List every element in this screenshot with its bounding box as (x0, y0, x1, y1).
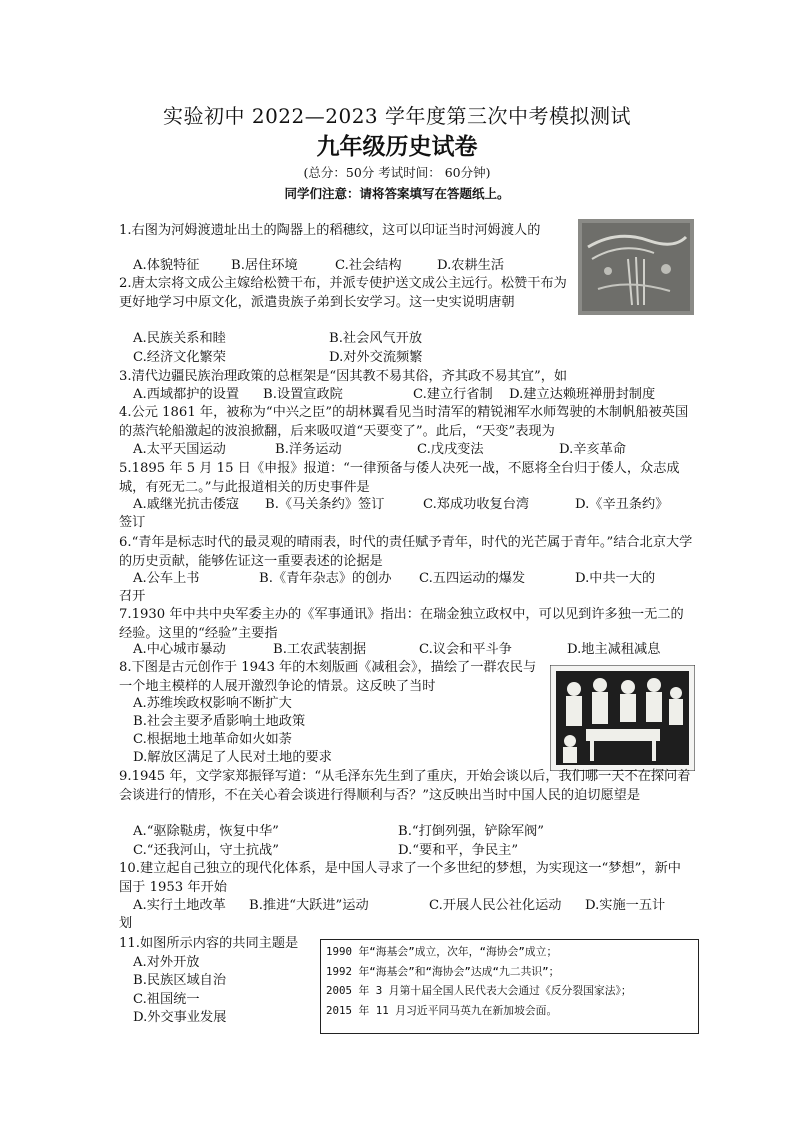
answer-option: D.外交事业发展 (133, 1010, 227, 1025)
question-stem: 2.唐太宗将文成公主嫁给松赞干布，并派专使护送文成公主远行。松赞干布为更好地学习中原文化，派遣贵族子弟到长安学习。这一史实说明唐朝 (119, 276, 567, 310)
q11-box-line: 1990 年“海基会”成立，次年，“海协会”成立； (326, 945, 558, 958)
question-stem: 4.公元 1861 年，被称为“中兴之臣”的胡林翼看见当时清军的精锐湘军水师驾驶的木制帆船被英国的蒸汽轮船激起的波浪掀翻，后来吸叹道“天要变了”。此后，“天变”表现为 (119, 405, 689, 439)
exam-subtitle: 九年级历史试卷 (316, 133, 478, 160)
answer-option: B.《马关条约》签订 (265, 497, 385, 512)
question-stem: 6.“青年是标志时代的最灵观的晴雨表，时代的责任赋予青年，时代的光芒属于青年。”结合北京大学的历史贡献，能够佐证这一重要表述的论据是 (119, 535, 693, 569)
answer-option: C.“还我河山，守土抗战” (133, 843, 279, 858)
answer-option: B.推进“大跃进”运动 (249, 898, 369, 913)
answer-option: B.“打倒列强，铲除军阀” (398, 824, 545, 839)
exam-meta: (总分：50分 考试时间： 60分钟) (303, 165, 491, 180)
answer-option: A.西域都护的设置 (133, 387, 240, 402)
answer-option: C.建立行省制 (413, 387, 493, 402)
answer-option: D.实施一五计 (585, 898, 666, 913)
answer-option: C.根据地土地革命如火如荼 (133, 732, 292, 747)
answer-option: B.《青年杂志》的创办 (259, 571, 392, 586)
answer-option: D.“要和平，争民主” (398, 843, 519, 858)
answer-option: A.对外开放 (133, 955, 200, 970)
answer-option: B.设置宣政院 (263, 387, 343, 402)
answer-option: A.实行土地改革 (133, 898, 226, 913)
answer-option: D.农耕生活 (437, 258, 505, 273)
answer-option: D.对外交流频繁 (329, 350, 423, 365)
answer-option-continued: 召开 (119, 589, 146, 604)
answer-option: A.民族关系和睦 (133, 331, 226, 346)
answer-option: C.戊戌变法 (417, 442, 484, 457)
q11-box-line: 2015 年 11 月习近平同马英九在新加坡会面。 (326, 1003, 558, 1017)
answer-option: C.郑成功收复台湾 (423, 497, 530, 512)
answer-option: A.中心城市暴动 (133, 642, 226, 657)
answer-option: A.戚继光抗击倭寇 (133, 497, 240, 512)
answer-option: A.太平天国运动 (133, 442, 226, 457)
answer-option: D.地主减租减息 (567, 642, 661, 657)
answer-option: B.工农武装割据 (273, 642, 367, 657)
exam-title: 实验初中 2022—2023 学年度第三次中考模拟测试 (162, 104, 631, 128)
answer-option: C.社会结构 (335, 258, 402, 273)
answer-option: B.社会主要矛盾影响土地政策 (133, 714, 306, 729)
answer-option: D.《辛丑条约》 (575, 497, 669, 512)
answer-option: C.议会和平斗争 (419, 642, 512, 657)
answer-option: B.社会风气开放 (329, 331, 423, 346)
rice-ear-pottery-image (578, 219, 694, 315)
answer-option: A.公车上书 (133, 571, 200, 586)
question-stem: 9.1945 年，文学家郑振铎写道：“从毛泽东先生到了重庆，开始会谈以后，我们哪一天不在探问着会谈进行的情形，不在关心着会谈进行得顺利与否？”这反映出当时中国人民的迫切愿望是 (119, 769, 691, 803)
question-stem: 1.右图为河姆渡遗址出土的陶器上的稻穗纹，这可以印证当时河姆渡人的 (119, 223, 541, 238)
answer-option: C.开展人民公社化运动 (429, 898, 562, 913)
q11-box-line: 2005 年 3 月第十届全国人民代表大会通过《反分裂国家法》； (326, 984, 632, 997)
question-stem: 3.清代边疆民族治理政策的总框架是“因其教不易其俗，齐其政不易其宜”，如 (119, 369, 568, 384)
question-stem: 10.建立起自己独立的现代化体系，是中国人寻求了一个多世纪的梦想，为实现这一“梦想”，新中国于 1953 年开始 (119, 861, 681, 895)
answer-option: C.祖国统一 (133, 992, 200, 1007)
answer-option-continued: 签订 (119, 515, 146, 530)
woodcut-rent-reduction-image (550, 665, 695, 771)
answer-option: B.民族区域自治 (133, 973, 227, 988)
answer-option: B.居住环境 (231, 258, 298, 273)
answer-option: D.建立达赖班禅册封制度 (509, 387, 656, 402)
question-stem: 7.1930 年中共中央军委主办的《军事通讯》指出：在瑞金独立政权中，可以见到许多独一无二的经验。这里的“经验”主要指 (119, 607, 684, 641)
answer-option: A.体貌特征 (133, 258, 200, 273)
q11-source-box (320, 939, 699, 1034)
answer-option: C.经济文化繁荣 (133, 350, 226, 365)
question-stem: 11.如图所示内容的共同主题是 (119, 936, 299, 951)
answer-option: D.解放区满足了人民对土地的要求 (133, 750, 332, 765)
question-stem: 5.1895 年 5 月 15 日《申报》报道：“一律预备与倭人决死一战，不愿将全台归于倭人，众志成城，有死无二。”与此报道相关的历史事件是 (119, 461, 680, 495)
answer-option: C.五四运动的爆发 (419, 571, 526, 586)
answer-option: A.苏维埃政权影响不断扩大 (133, 696, 292, 711)
answer-option-continued: 划 (119, 916, 133, 931)
question-stem: 8.下图是古元创作于 1943 年的木刻版画《减租会》，描绘了一群农民与一个地主模样的人展开激烈争论的情景。这反映了当时 (119, 660, 537, 694)
answer-option: B.洋务运动 (275, 442, 342, 457)
answer-option: D.辛亥革命 (559, 442, 627, 457)
q11-box-line: 1992 年“海基会”和“海协会”达成“九二共识”； (326, 964, 560, 978)
answer-option: D.中共一大的 (575, 571, 656, 586)
exam-notice: 同学们注意：请将答案填写在答题纸上。 (284, 186, 510, 201)
answer-option: A.“驱除鞑虏，恢复中华” (133, 824, 279, 839)
